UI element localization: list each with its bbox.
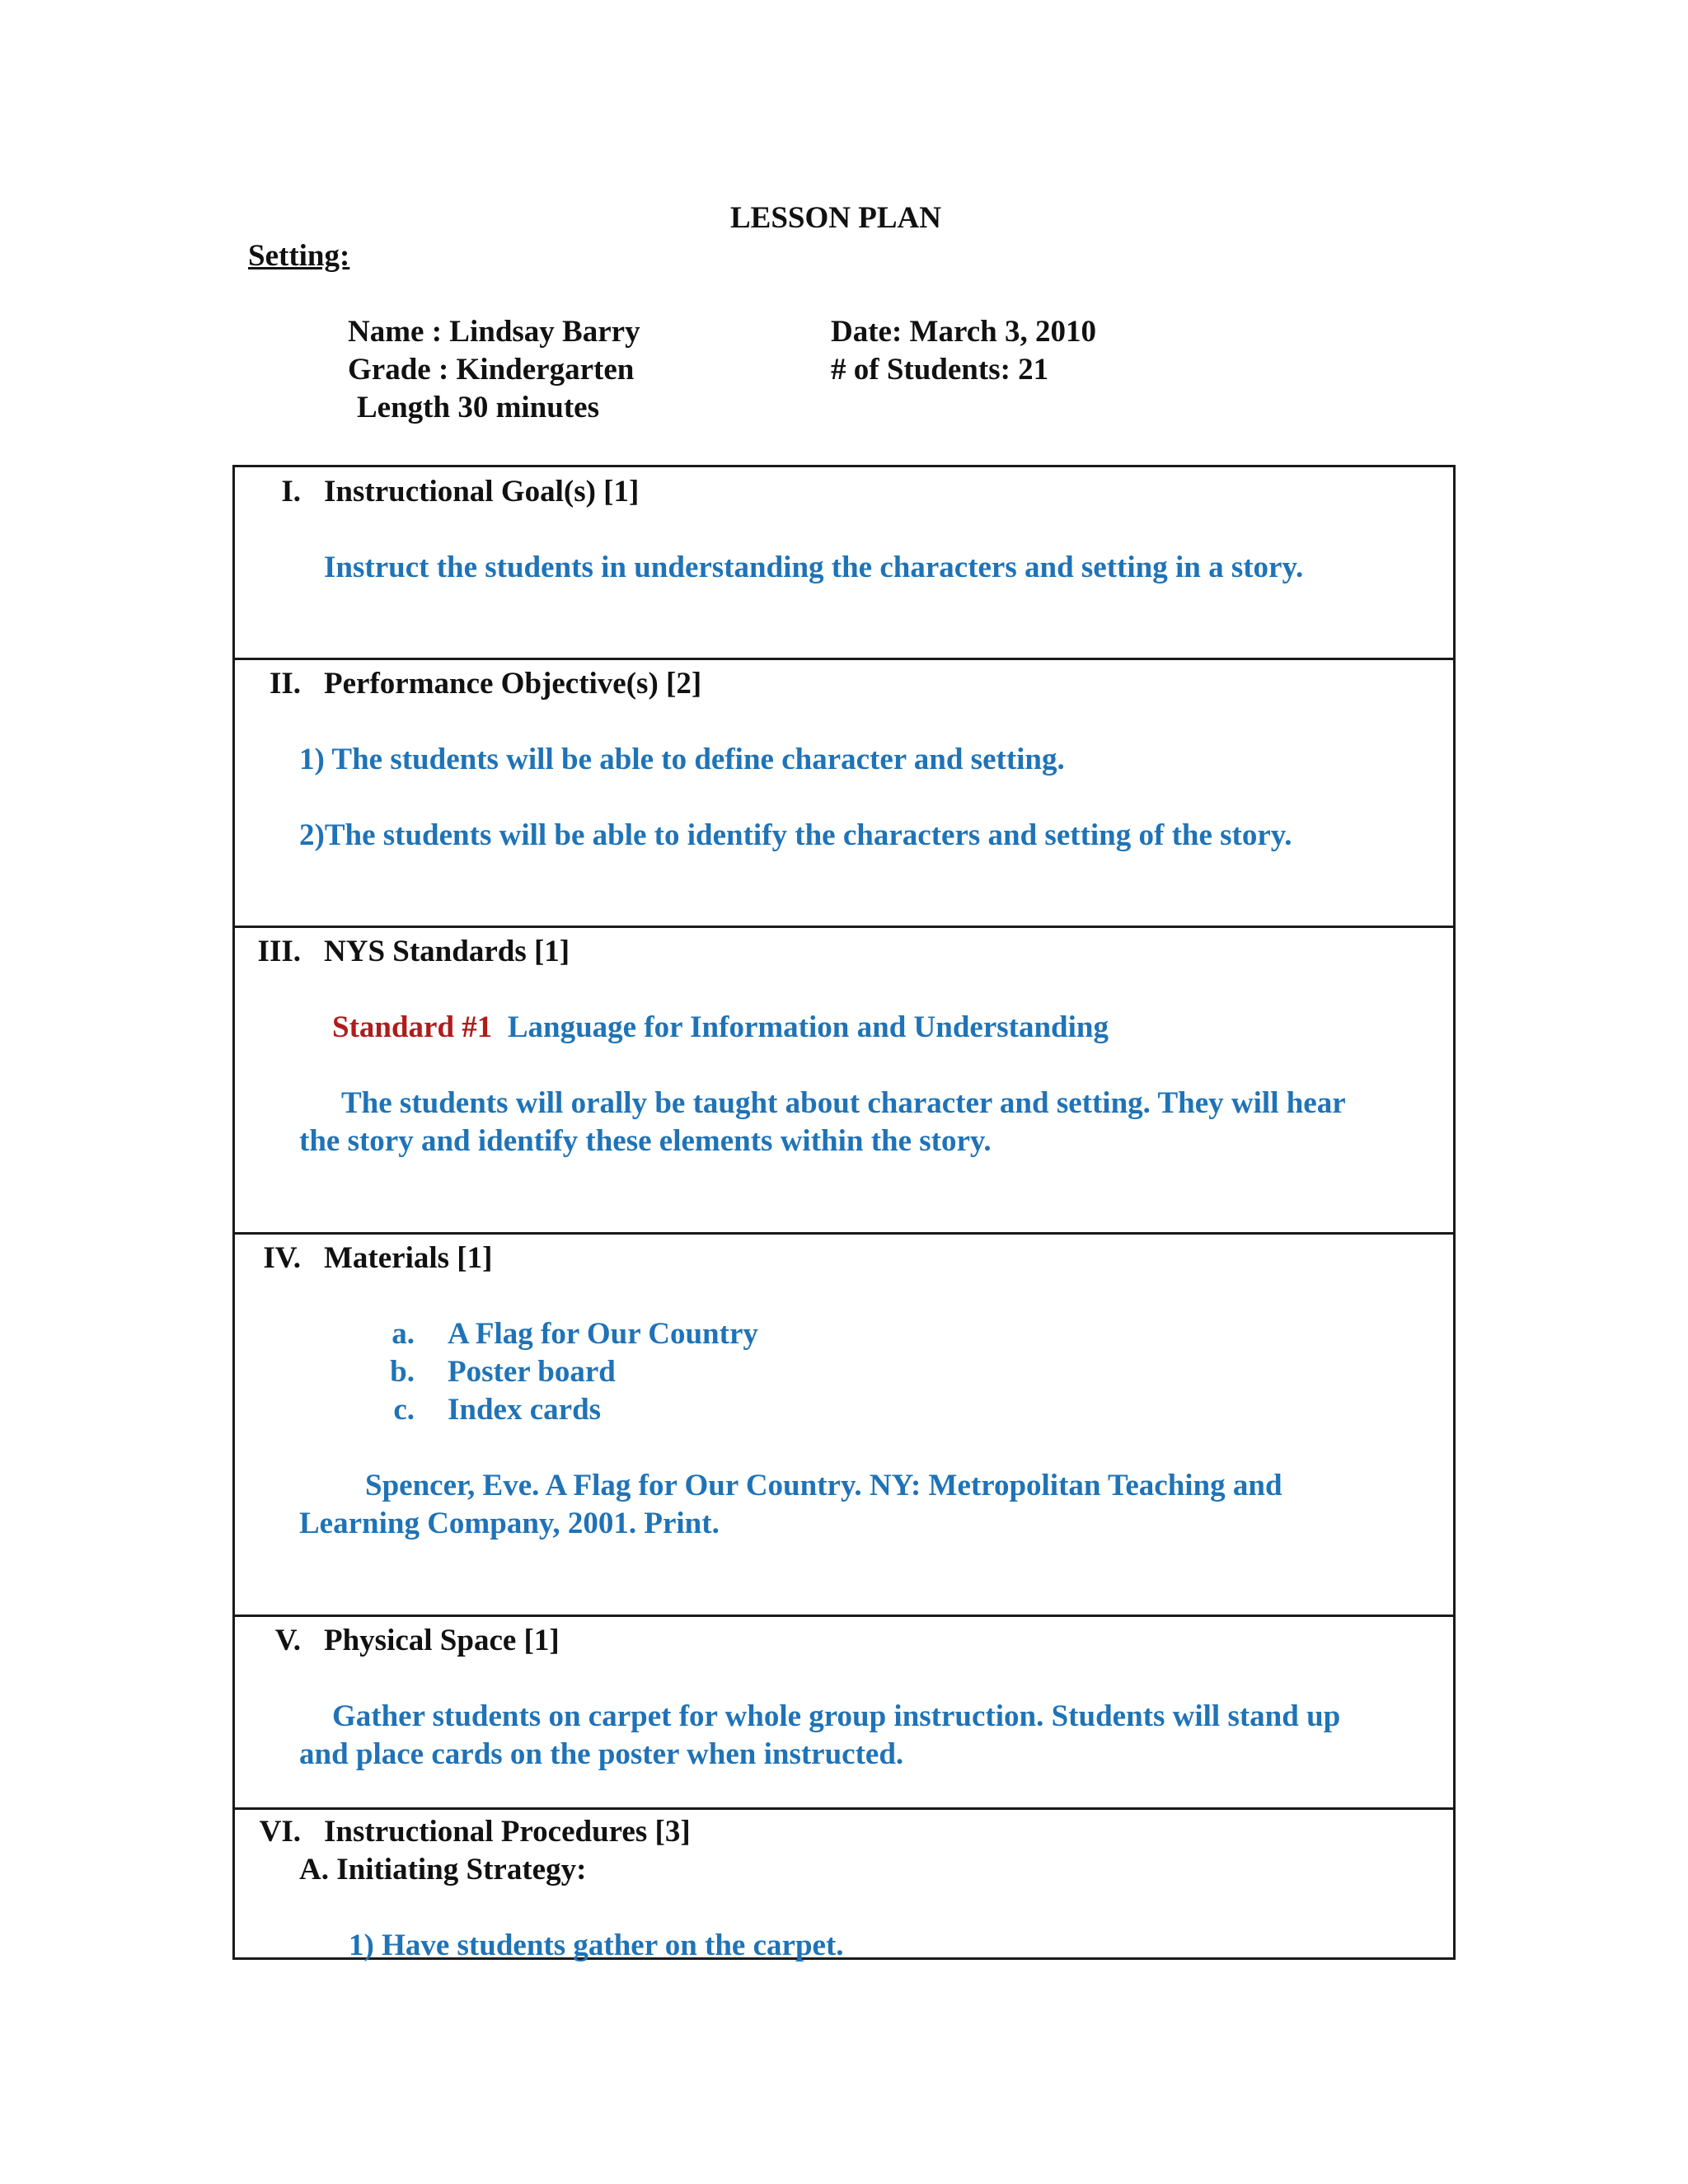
document-title: LESSON PLAN: [730, 201, 941, 235]
lesson-date: Date: March 3, 2010: [831, 315, 1096, 349]
section-numeral: VI.: [259, 1815, 301, 1849]
citation-line: Learning Company, 2001. Print.: [299, 1507, 720, 1540]
list-item-letter: a.: [392, 1317, 415, 1351]
standard-label: Standard #1: [332, 1010, 493, 1044]
list-item: Poster board: [448, 1355, 616, 1389]
space-paragraph-line: and place cards on the poster when instructed.: [299, 1737, 904, 1771]
standard-paragraph-line: the story and identify these elements within the story.: [299, 1124, 992, 1158]
procedure-subheading: A. Initiating Strategy:: [299, 1853, 587, 1886]
list-item-letter: b.: [390, 1355, 415, 1389]
standard-paragraph-line: The students will orally be taught about character and setting. They will hear: [341, 1086, 1346, 1120]
section-numeral: II.: [269, 667, 301, 701]
section-nys-standards: [235, 928, 1453, 1235]
list-item: A Flag for Our Country: [448, 1317, 758, 1351]
section-heading: Instructional Procedures [3]: [324, 1815, 691, 1849]
section-heading: Materials [1]: [324, 1241, 493, 1275]
section-performance-objectives: [235, 660, 1453, 928]
section-instructional-procedures: [235, 1810, 1453, 1962]
objective-item: 2)The students will be able to identify the characters and setting of the story.: [299, 818, 1292, 852]
citation-line: Spencer, Eve. A Flag for Our Country. NY: Metropolitan Teaching and: [365, 1469, 1282, 1502]
standard-text: Language for Information and Understanding: [507, 1010, 1109, 1044]
section-heading: Physical Space [1]: [324, 1624, 560, 1657]
procedure-step: 1) Have students gather on the carpet.: [349, 1929, 844, 1962]
section-heading: Performance Objective(s) [2]: [324, 667, 702, 701]
goal-text: Instruct the students in understanding the characters and setting in a story.: [324, 551, 1304, 584]
teacher-name: Name : Lindsay Barry: [348, 315, 640, 349]
section-numeral: IV.: [263, 1241, 301, 1275]
setting-label: Setting:: [248, 239, 350, 273]
list-item-letter: c.: [393, 1393, 415, 1427]
space-paragraph-line: Gather students on carpet for whole group instruction. Students will stand up: [332, 1699, 1341, 1733]
grade-level: Grade : Kindergarten: [348, 353, 635, 387]
section-numeral: III.: [257, 935, 301, 968]
section-heading: NYS Standards [1]: [324, 935, 570, 968]
section-materials: [235, 1235, 1453, 1617]
student-count: # of Students: 21: [831, 353, 1049, 387]
section-numeral: V.: [274, 1624, 301, 1657]
standard-line: [332, 1009, 1109, 1047]
list-item: Index cards: [448, 1393, 602, 1427]
section-heading: Instructional Goal(s) [1]: [324, 475, 640, 509]
section-numeral: I.: [281, 475, 301, 509]
lesson-plan-table: [232, 465, 1456, 1960]
objective-item: 1) The students will be able to define character and setting.: [299, 743, 1065, 776]
section-instructional-goals: [235, 467, 1453, 660]
lesson-length: Length 30 minutes: [357, 391, 599, 424]
section-physical-space: [235, 1617, 1453, 1810]
